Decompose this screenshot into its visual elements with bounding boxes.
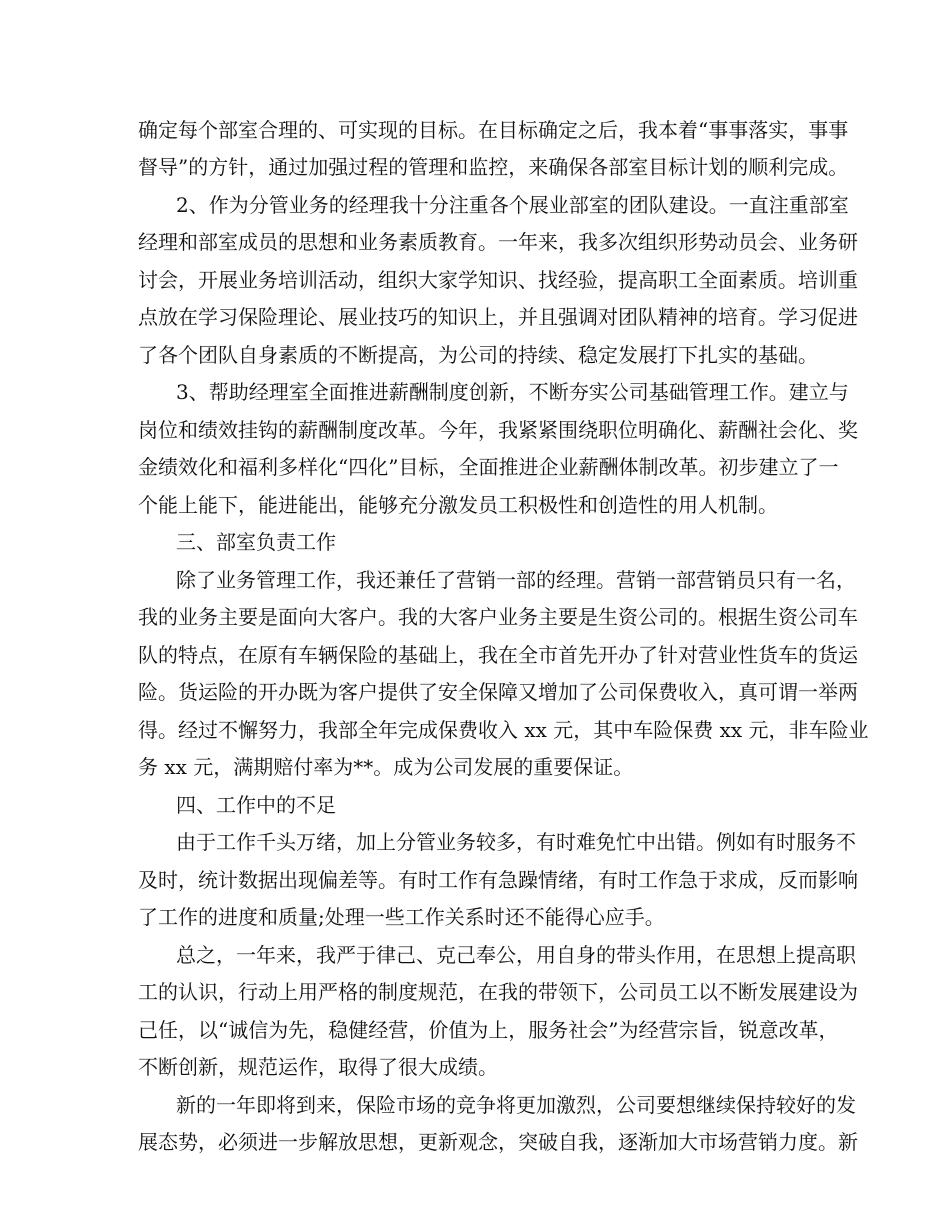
text-line: 得。经过不懈努力，我部全年完成保费收入 xx 元，其中车险保费 xx 元，非车险业 [138, 718, 869, 742]
text-line: 岗位和绩效挂钩的薪酬制度改革。今年，我紧紧围绕职位明确化、薪酬社会化、奖 [138, 418, 858, 442]
text-line: 3、帮助经理室全面推进薪酬制度创新，不断夯实公司基础管理工作。建立与 [176, 380, 849, 404]
text-line: 了各个团队自身素质的不断提高，为公司的持续、稳定发展打下扎实的基础。 [138, 343, 818, 367]
text-line: 督导”的方针，通过加强过程的管理和监控，来确保各部室目标计划的顺利完成。 [138, 155, 849, 179]
text-line: 不断创新，规范运作，取得了很大成绩。 [138, 1055, 498, 1079]
text-line: 讨会，开展业务培训活动，组织大家学知识、找经验，提高职工全面素质。培训重 [138, 268, 858, 292]
text-line: 2、作为分管业务的经理我十分注重各个展业部室的团队建设。一直注重部室 [176, 193, 849, 217]
text-line: 确定每个部室合理的、可实现的目标。在目标确定之后，我本着“事事落实，事事 [138, 118, 849, 142]
text-line: 总之，一年来，我严于律己、克己奉公，用自身的带头作用，在思想上提高职 [176, 943, 856, 967]
text-line: 我的业务主要是面向大客户。我的大客户业务主要是生资公司的。根据生资公司车 [138, 605, 858, 629]
text-line: 务 xx 元，满期赔付率为**。成为公司发展的重要保证。 [138, 755, 634, 779]
text-line: 个能上能下，能进能出，能够充分激发员工积极性和创造性的用人机制。 [138, 493, 778, 517]
text-line: 新的一年即将到来，保险市场的竞争将更加激烈，公司要想继续保持较好的发 [176, 1093, 856, 1117]
text-line: 经理和部室成员的思想和业务素质教育。一年来，我多次组织形势动员会、业务研 [138, 230, 858, 254]
text-line: 工的认识，行动上用严格的制度规范，在我的带领下，公司员工以不断发展建设为 [138, 980, 858, 1004]
text-line: 点放在学习保险理论、展业技巧的知识上，并且强调对团队精神的培育。学习促进 [138, 305, 858, 329]
text-line: 展态势，必须进一步解放思想，更新观念，突破自我，逐渐加大市场营销力度。新 [138, 1130, 858, 1154]
text-line: 队的特点，在原有车辆保险的基础上，我在全市首先开办了针对营业性货车的货运 [138, 643, 858, 667]
text-line: 险。货运险的开办既为客户提供了安全保障又增加了公司保费收入，真可谓一举两 [138, 680, 858, 704]
section-heading: 四、工作中的不足 [176, 793, 336, 817]
text-line: 金绩效化和福利多样化“四化”目标，全面推进企业薪酬体制改革。初步建立了一 [138, 455, 839, 479]
text-line: 了工作的进度和质量;处理一些工作关系时还不能得心应手。 [138, 905, 665, 929]
text-line: 由于工作千头万绪，加上分管业务较多，有时难免忙中出错。例如有时服务不 [176, 830, 856, 854]
section-heading: 三、部室负责工作 [176, 530, 336, 554]
text-line: 己任，以“诚信为先，稳健经营，价值为上，服务社会”为经营宗旨，锐意改革， [138, 1018, 839, 1042]
text-line: 除了业务管理工作，我还兼任了营销一部的经理。营销一部营销员只有一名， [176, 568, 856, 592]
text-line: 及时，统计数据出现偏差等。有时工作有急躁情绪，有时工作急于求成，反而影响 [138, 868, 858, 892]
